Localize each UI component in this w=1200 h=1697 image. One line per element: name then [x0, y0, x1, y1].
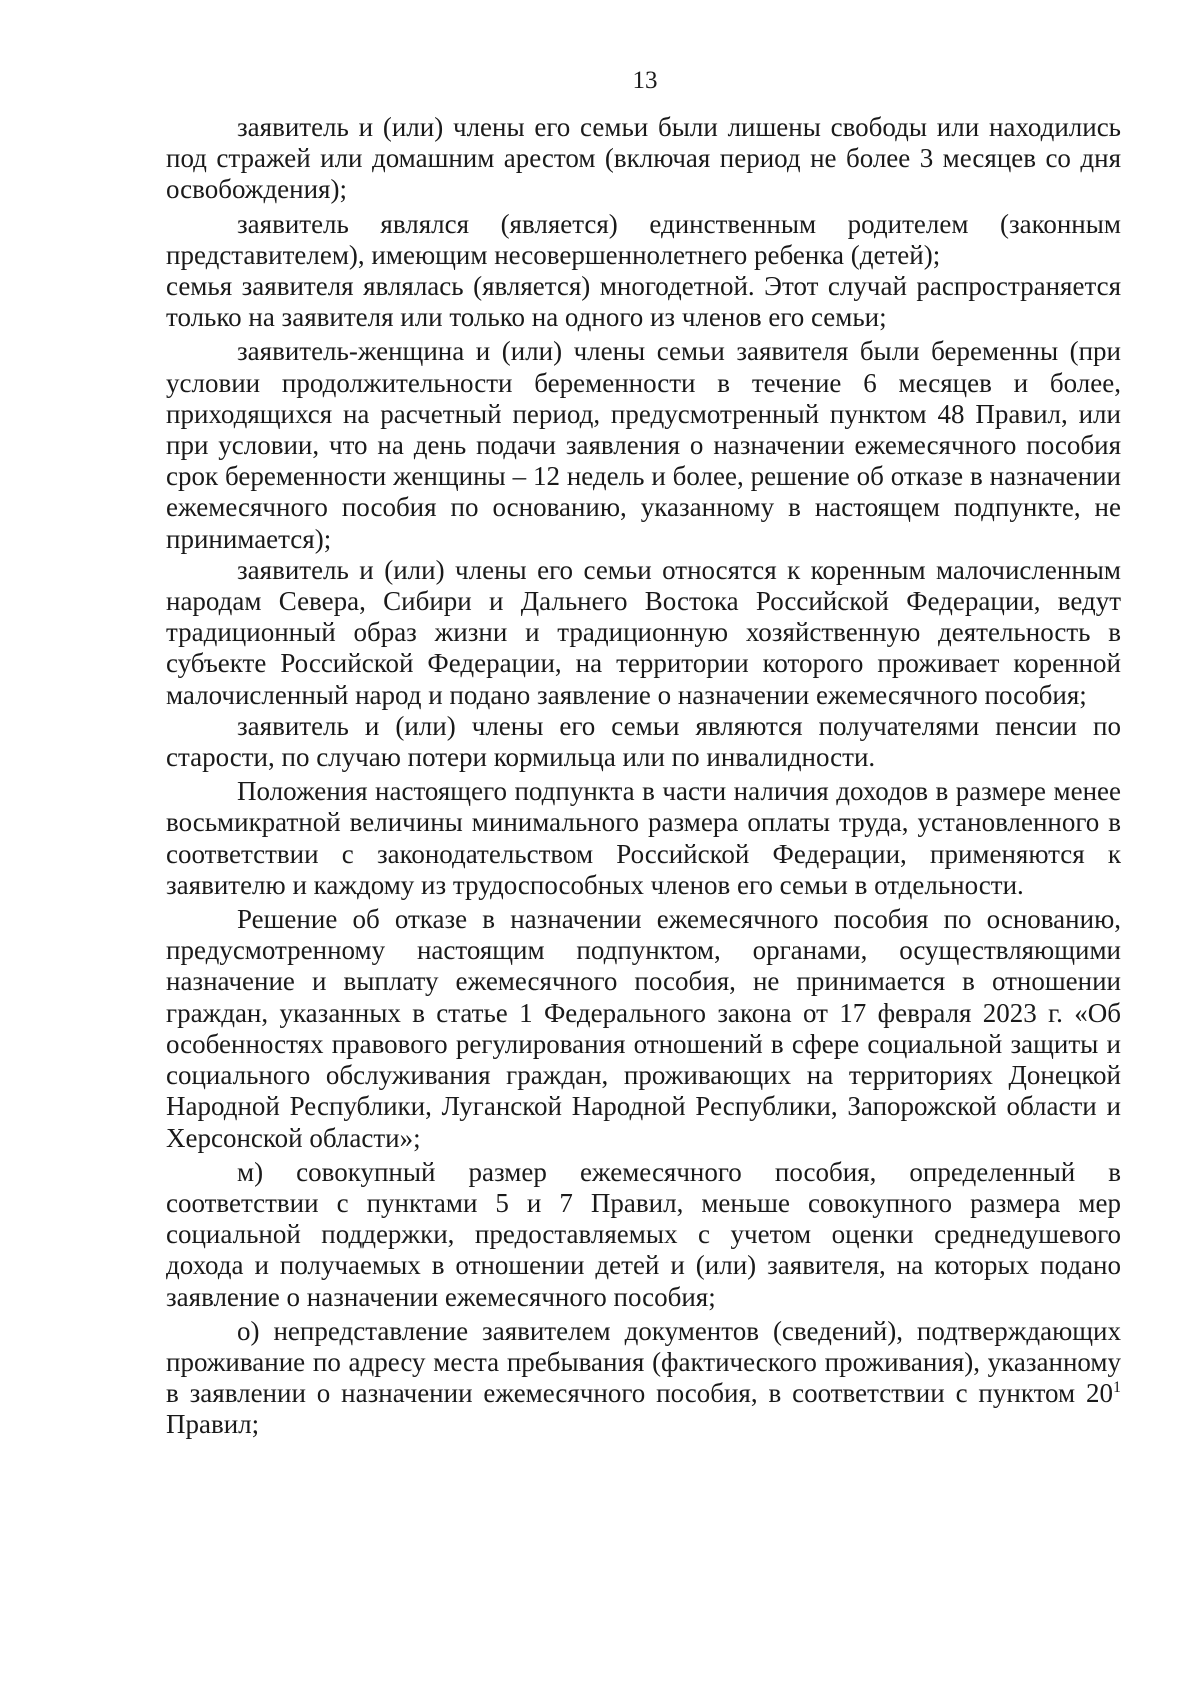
subitem-o-text: о) непредставление заявителем документов (сведений), подтверждающих проживание по адресу места пребывания (фактического проживания), указанному в заявлении о назначении ежемесячного пособия, в соответствии с пунктом 20: [166, 1315, 1121, 1409]
paragraph-indigenous-peoples: заявитель и (или) члены его семьи относятся к коренным малочисленным народам Севера, Сибири и Дальнего Востока Российской Федерации, ведут традиционный образ жизни и традиционную хозяйственную деятельность в субъекте Российской Федерации, на территории которого проживает коренной малочисленный народ и подано заявление о назначении ежемесячного пособия;: [166, 554, 1121, 710]
paragraph-pension-recipients: заявитель и (или) члены его семьи являются получателями пенсии по старости, по случаю потери кормильца или по инвалидности.: [166, 710, 1121, 773]
paragraph-deprivation-of-liberty: заявитель и (или) члены его семьи были лишены свободы или находились под стражей или домашним арестом (включая период не более 3 месяцев со дня освобождения);: [166, 112, 1121, 205]
subitem-o-text-end: Правил;: [166, 1409, 260, 1440]
paragraph-subitem-o: [166, 1316, 1121, 1441]
subitem-o-superscript: 1: [1113, 1379, 1121, 1397]
paragraph-minimum-wage-provisions: Положения настоящего подпункта в части наличия доходов в размере менее восьмикратной величины минимального размера оплаты труда, установленного в соответствии с законодательством Российской Федерации, применяются к заявителю и каждому из трудоспособных членов его семьи в отдельности.: [166, 776, 1121, 900]
paragraph-pregnancy: заявитель-женщина и (или) члены семьи заявителя были беременны (при условии продолжительности беременности в течение 6 месяцев и более, приходящихся на расчетный период, предусмотренный пунктом 48 Правил, или при условии, что на день подачи заявления о назначении ежемесячного пособия срок беременности женщины – 12 недель и более, решение об отказе в назначении ежемесячного пособия по основанию, указанному в настоящем подпункте, не принимается);: [166, 336, 1121, 554]
document-body: [166, 112, 1121, 1441]
paragraph-subitem-m: м) совокупный размер ежемесячного пособия, определенный в соответствии с пунктами 5 и 7 Правил, меньше совокупного размера мер социальной поддержки, предоставляемых с учетом оценки среднедушевого дохода и получаемых в отношении детей и (или) заявителя, на которых подано заявление о назначении ежемесячного пособия;: [166, 1156, 1121, 1312]
page-number: 13: [632, 67, 658, 94]
paragraph-large-family: семья заявителя являлась (является) многодетной. Этот случай распространяется только на заявителя или только на одного из членов его семьи;: [166, 271, 1121, 333]
paragraph-single-parent: заявитель являлся (является) единственным родителем (законным представителем), имеющим несовершеннолетнего ребенка (детей);: [166, 208, 1121, 270]
paragraph-refusal-exemption: Решение об отказе в назначении ежемесячного пособия по основанию, предусмотренному настоящим подпунктом, органами, осуществляющими назначение и выплату ежемесячного пособия, не принимается в отношении граждан, указанных в статье 1 Федерального закона от 17 февраля 2023 г. «Об особенностях правового регулирования отношений в сфере социальной защиты и социального обслуживания граждан, проживающих на территориях Донецкой Народной Республики, Луганской Народной Республики, Запорожской области и Херсонской области»;: [166, 904, 1121, 1153]
